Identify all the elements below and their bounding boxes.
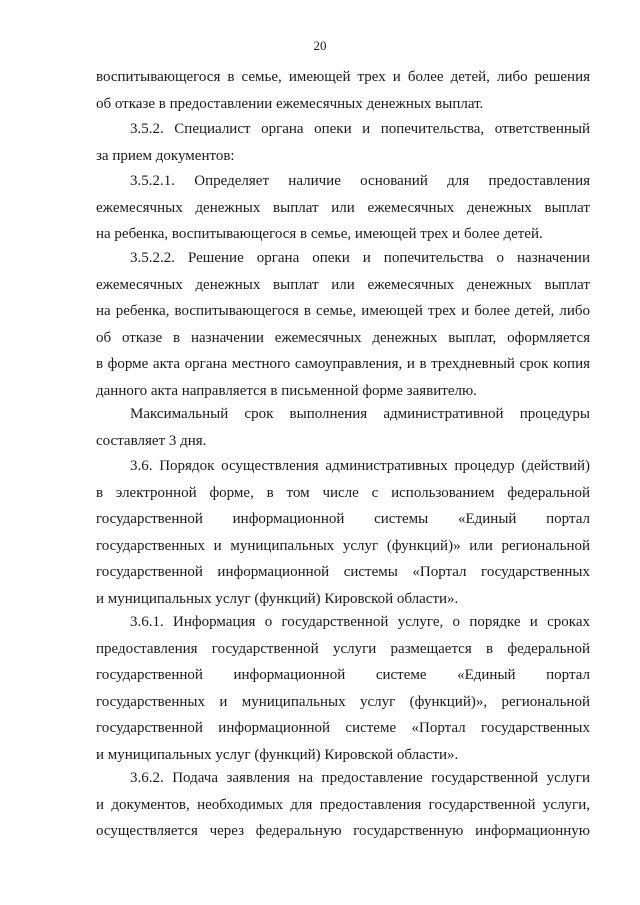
text-line: государственной информационной системы «Единый портал <box>96 511 590 527</box>
text-line: 3.5.2.1. Определяет наличие оснований для предоставления <box>130 173 590 189</box>
paragraph-3-6 <box>96 453 590 612</box>
text-line: 3.6.2. Подача заявления на предоставление государственной услуги <box>130 770 590 786</box>
paragraph-max-term <box>96 401 590 454</box>
text-line: ежемесячных денежных выплат или ежемесячных денежных выплат <box>96 199 590 216</box>
text-line: 3.6.1. Информация о государственной услуге, о порядке и сроках <box>130 614 590 630</box>
text-line: 3.5.2.2. Решение органа опеки и попечительства о назначении <box>130 250 590 266</box>
text-line: в форме акта органа местного самоуправления, и в трехдневный срок копия <box>96 356 590 372</box>
text-line: предоставления государственной услуги размещается в федеральной <box>96 640 590 657</box>
text-line: осуществляется через федеральную государственную информационную <box>96 823 590 839</box>
text-line: государственной информационной системы «Портал государственных <box>96 564 590 580</box>
text-line: воспитывающегося в семье, имеющей трех и более детей, либо решения <box>96 69 590 85</box>
text-line: данного акта направляется в письменной форме заявителю. <box>96 382 477 399</box>
paragraph-3-5-2 <box>96 116 590 169</box>
text-line: Максимальный срок выполнения административной процедуры <box>130 406 590 422</box>
paragraph-3-6-2 <box>96 765 590 845</box>
text-line: и документов, необходимых для предоставления государственной услуги, <box>96 796 590 813</box>
paragraph-3-6-1 <box>96 609 590 768</box>
text-line: на ребенка, воспитывающегося в семье, имеющей трех и более детей. <box>96 226 543 242</box>
paragraph-continuation <box>96 64 590 117</box>
paragraph-3-5-2-1 <box>96 168 590 248</box>
text-line: и муниципальных услуг (функций) Кировской области». <box>96 746 459 763</box>
text-line: и муниципальных услуг (функций) Кировской области». <box>96 590 459 607</box>
page-number: 20 <box>313 38 327 53</box>
text-line: об отказе в предоставлении ежемесячных денежных выплат. <box>96 95 484 112</box>
text-line: государственной информационной системе «Портал государственных <box>96 720 590 736</box>
text-line: ежемесячных денежных выплат или ежемесячных денежных выплат <box>96 276 590 293</box>
text-line: на ребенка, воспитывающегося в семье, имеющей трех и более детей, либо <box>96 303 590 319</box>
text-line: государственных и муниципальных услуг (функций)» или региональной <box>96 537 590 554</box>
text-line: за прием документов: <box>96 147 235 164</box>
text-line: об отказе в назначении ежемесячных денежных выплат, оформляется <box>96 329 590 346</box>
text-line: государственных и муниципальных услуг (функций)», региональной <box>96 693 590 710</box>
text-line: составляет 3 дня. <box>96 432 207 449</box>
text-line: государственной информационной системе «Единый портал <box>96 667 590 683</box>
text-line: 3.6. Порядок осуществления административных процедур (действий) <box>130 458 590 474</box>
text-line: в электронной форме, в том числе с использованием федеральной <box>96 484 590 501</box>
text-line: 3.5.2. Специалист органа опеки и попечительства, ответственный <box>130 121 590 137</box>
paragraph-3-5-2-2 <box>96 245 590 404</box>
